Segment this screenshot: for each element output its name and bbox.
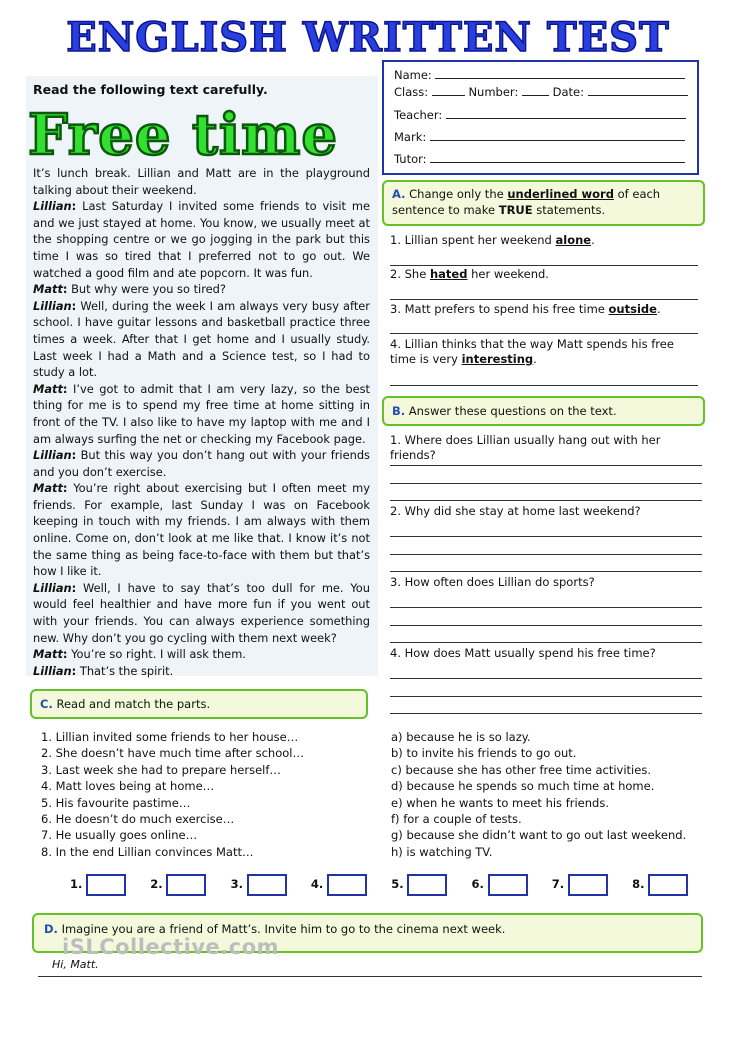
question-b3: 3. How often does Lillian do sports? [390, 575, 595, 589]
teacher-field[interactable] [446, 108, 686, 119]
question-b4: 4. How does Matt usually spend his free time? [390, 646, 656, 660]
answer-line[interactable] [390, 607, 702, 608]
match-left-item: 7. He usually goes online… [41, 828, 198, 843]
answer-line[interactable] [390, 642, 702, 643]
speaker-text: Well, I have to say that’s too dull for me. You would feel healthier and have more fun if you went out with your friends. You can always experience something new. Why don’t you go cycling with them next week? [33, 580, 370, 645]
match-answer-box[interactable] [407, 874, 447, 896]
mark-label: Mark: [394, 130, 427, 144]
speaker-text: Well, during the week I am always very busy after school. I have guitar lessons and basketball practice three times a week. After that I get home and I usually study. Last week I had a Math and a Science test, so I had to study a lot. [33, 298, 370, 380]
watermark: iSLCollective.com [62, 935, 280, 959]
question-a3: 3. Matt prefers to spend his free time outside. [390, 302, 661, 316]
name-label: Name: [394, 68, 432, 82]
match-right-item: a) because he is so lazy. [391, 730, 531, 744]
section-a-instruction: A. Change only the underlined word of each sentence to make TRUE statements. [382, 180, 705, 226]
match-right-item: d) because he spends so much time at home. [391, 779, 655, 794]
reading-instruction: Read the following text carefully. [33, 82, 268, 97]
answer-line[interactable] [390, 554, 702, 555]
match-answer-box[interactable] [247, 874, 287, 896]
speaker-text: I’ve got to admit that I am very lazy, so the best thing for me is to spend my free time at home sitting in front of the TV. I also like to have my laptop with me and I am always surfing the net or checking my Facebook page. [33, 381, 370, 446]
dialogue [33, 198, 370, 679]
student-info-box [382, 60, 699, 175]
match-left-item: 2. She doesn’t have much time after school… [41, 746, 304, 761]
speaker-text: You’re so right. I will ask them. [71, 647, 246, 662]
match-right-item: b) to invite his friends to go out. [391, 746, 577, 761]
answer-line[interactable] [390, 536, 702, 537]
match-right-item: g) because she didn’t want to go out last weekend. [391, 828, 687, 843]
dialogue-line: Matt: You’re right about exercising but I often meet my friends. For example, last Sunday I was on Facebook keeping in touch with my friends. I am always with them online. Come on, don’t look at me like that. I know it’s not the same thing as being face-to-face with them but that’s how I like it. [33, 481, 370, 579]
match-box-label: 1. [70, 877, 83, 891]
teacher-label: Teacher: [394, 108, 443, 122]
speaker-text: But why were you so tired? [71, 282, 226, 297]
match-answer-box[interactable] [648, 874, 688, 896]
section-b-instruction: B. Answer these questions on the text. [382, 396, 705, 426]
name-field[interactable] [435, 68, 685, 79]
match-box-label: 8. [632, 877, 645, 891]
speaker-text: But this way you don’t hang out with your friends and you don’t exercise. [33, 448, 370, 479]
answer-line[interactable] [390, 696, 702, 697]
number-field[interactable] [522, 85, 549, 96]
match-left-item: 3. Last week she had to prepare herself… [41, 762, 281, 777]
answer-line[interactable] [390, 333, 698, 334]
match-right-item: h) is watching TV. [391, 844, 493, 859]
tutor-field[interactable] [430, 152, 685, 163]
tutor-label: Tutor: [394, 152, 427, 166]
match-answer-box[interactable] [568, 874, 608, 896]
mark-field[interactable] [430, 130, 685, 141]
match-left-item: 4. Matt loves being at home… [41, 779, 215, 794]
number-label: Number: [468, 85, 519, 99]
speaker-name: Matt [33, 282, 63, 297]
match-box-label: 3. [230, 877, 243, 891]
text-heading: Free time [28, 102, 339, 168]
speaker-name: Matt [33, 481, 63, 496]
date-label: Date: [552, 85, 585, 99]
speaker-name: Lillian [33, 448, 72, 463]
match-box-label: 4. [310, 877, 324, 891]
dialogue-line: Matt: I’ve got to admit that I am very lazy, so the best thing for me is to spend my free time at home sitting in front of the TV. I also like to have my laptop with me and I am always surfing the net or checking my Facebook page. [33, 381, 370, 446]
reading-text [33, 165, 370, 679]
match-left-item: 5. His favourite pastime… [41, 795, 191, 810]
speaker-text: You’re right about exercising but I often meet my friends. For example, last Sunday I was on Facebook keeping in touch with my friends. I am always with them online. Come on, don’t look at me like that. I know it’s not the same thing as being face-to-face with them but that’s how I like it. [33, 481, 370, 579]
dialogue-line: Matt: You’re so right. I will ask them. [33, 647, 246, 662]
match-left-item: 8. In the end Lillian convinces Matt… [41, 844, 254, 859]
letter-greeting: Hi, Matt. [52, 958, 99, 971]
match-right-item: c) because she has other free time activities. [391, 762, 651, 777]
question-a2: 2. She hated her weekend. [390, 267, 549, 281]
answer-line[interactable] [390, 678, 702, 679]
dialogue-line: Lillian: But this way you don’t hang out with your friends and you don’t exercise. [33, 448, 370, 479]
answer-line[interactable] [390, 500, 702, 501]
dialogue-line: Lillian: That’s the spirit. [33, 663, 174, 678]
match-answer-box[interactable] [488, 874, 528, 896]
match-box-label: 6. [471, 877, 484, 891]
answer-line[interactable] [390, 465, 702, 466]
match-right-item: f) for a couple of tests. [391, 812, 522, 826]
section-d-instruction: D. Imagine you are a friend of Matt’s. Invite him to go to the cinema next week. [32, 913, 703, 953]
writing-line[interactable] [38, 976, 702, 977]
match-box-label: 7. [551, 877, 565, 891]
match-answer-box[interactable] [86, 874, 126, 896]
answer-line[interactable] [390, 265, 698, 266]
answer-line[interactable] [390, 483, 702, 484]
answer-line[interactable] [390, 713, 702, 714]
match-answer-box[interactable] [166, 874, 206, 896]
speaker-text: Last Saturday I invited some friends to visit me and we just stayed at home. You know, we usually meet at the shopping centre or we go jogging in the park but this time I was so tired that I preferred not to go out. We watched a good film and ate popcorn. It was fun. [33, 199, 370, 280]
dialogue-line: Lillian: Well, during the week I am always very busy after school. I have guitar lessons and basketball practice three times a week. After that I get home and I usually study. Last week I had a Math and a Science test, so I had to study a lot. [33, 298, 370, 380]
class-field[interactable] [432, 85, 465, 96]
dialogue-line: Lillian: Last Saturday I invited some friends to visit me and we just stayed at home. You know, we usually meet at the shopping centre or we go jogging in the park but this time I was so tired that I preferred not to go out. We watched a good film and ate popcorn. It was fun. [33, 199, 370, 280]
speaker-name: Lillian [33, 298, 72, 313]
speaker-text: That’s the spirit. [79, 663, 174, 678]
match-box-label: 5. [391, 877, 404, 891]
dialogue-line: Matt: But why were you so tired? [33, 282, 226, 297]
speaker-name: Lillian [33, 199, 72, 214]
match-answer-box[interactable] [327, 874, 367, 896]
speaker-name: Matt [33, 381, 63, 396]
story-intro: It’s lunch break. Lillian and Matt are in the playground talking about their weekend. [33, 166, 370, 197]
match-box-label: 2. [150, 877, 163, 891]
answer-line[interactable] [390, 571, 702, 572]
speaker-name: Matt [33, 647, 63, 662]
match-left-item: 6. He doesn’t do much exercise… [41, 812, 235, 826]
answer-line[interactable] [390, 299, 698, 300]
question-a1: 1. Lillian spent her weekend alone. [390, 233, 595, 247]
answer-line[interactable] [390, 625, 702, 626]
speaker-name: Lillian [33, 663, 72, 678]
class-label: Class: [394, 85, 429, 99]
match-left-item: 1. Lillian invited some friends to her house… [41, 730, 299, 744]
question-a4: 4. Lillian thinks that the way Matt spends his free time is very interesting. [390, 337, 674, 366]
speaker-name: Lillian [33, 580, 72, 595]
date-field[interactable] [588, 85, 688, 96]
answer-line[interactable] [390, 385, 698, 386]
page-title: ENGLISH WRITTEN TEST [66, 14, 670, 61]
section-c-instruction: C. Read and match the parts. [30, 689, 368, 719]
match-right-item: e) when he wants to meet his friends. [391, 795, 609, 810]
dialogue-line: Lillian: Well, I have to say that’s too dull for me. You would feel healthier and have more fun if you went out with your friends. You can always experience something new. Why don’t you go cycling with them next week? [33, 580, 370, 645]
question-b1: 1. Where does Lillian usually hang out with her friends? [390, 433, 661, 462]
question-b2: 2. Why did she stay at home last weekend? [390, 504, 641, 518]
